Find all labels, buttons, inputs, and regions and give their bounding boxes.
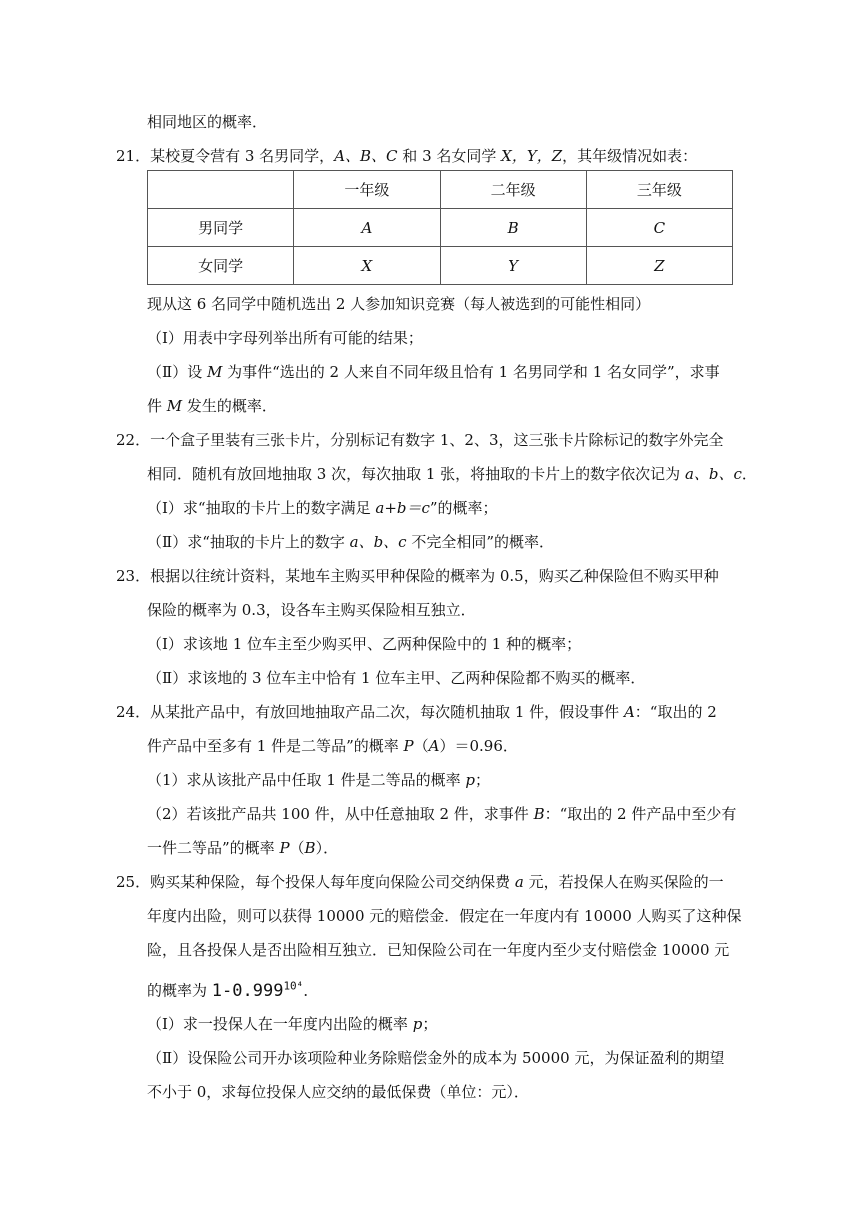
question-24-line2: 件产品中至多有 1 件是二等品”的概率 P（A）＝0.96． bbox=[147, 737, 518, 755]
table-header-row bbox=[148, 171, 733, 209]
table-cell: A bbox=[294, 209, 440, 247]
question-23-part1: （Ⅰ）求该地 1 位车主至少购买甲、乙两种保险中的 1 种的概率； bbox=[147, 635, 582, 653]
question-21-part1: （Ⅰ）用表中字母列举出所有可能的结果； bbox=[147, 329, 423, 347]
question-23-part2: （Ⅱ）求该地的 3 位车主中恰有 1 位车主甲、乙两种保险都不购买的概率． bbox=[147, 669, 646, 687]
question-23-line2: 保险的概率为 0.3，设各车主购买保险相互独立． bbox=[147, 601, 476, 619]
table-cell: Z bbox=[586, 247, 732, 285]
probability-formula: $1-0.999^{10^4}$ bbox=[211, 979, 304, 1001]
question-22-part1: （Ⅰ）求“抽取的卡片上的数字满足 a+b＝c”的概率； bbox=[147, 499, 498, 517]
question-21-part2-line1: （Ⅱ）设 M 为事件“选出的 2 人来自不同年级且恰有 1 名男同学和 1 名女同学”，求事 bbox=[147, 363, 720, 381]
table-cell: X bbox=[294, 247, 440, 285]
question-25-line3: 险，且各投保人是否出险相互独立．已知保险公司在一年度内至少支付赔偿金 10000 元 bbox=[147, 941, 730, 959]
question-21-line2: 现从这 6 名同学中随机选出 2 人参加知识竞赛（每人被选到的可能性相同） bbox=[147, 295, 651, 313]
table-header-cell: 一年级 bbox=[294, 171, 440, 209]
question-25-line2: 年度内出险，则可以获得 10000 元的赔偿金．假定在一年度内有 10000 人购买了这种保 bbox=[147, 907, 742, 925]
table-cell: 女同学 bbox=[148, 247, 294, 285]
question-23-line1: 23．根据以往统计资料，某地车主购买甲种保险的概率为 0.5，购买乙种保险但不购买甲种 bbox=[116, 567, 719, 585]
question-22-part2: （Ⅱ）求“抽取的卡片上的数字 a、b、c 不完全相同”的概率． bbox=[147, 533, 555, 551]
table-row bbox=[148, 209, 733, 247]
intro-tail: 相同地区的概率． bbox=[147, 113, 268, 131]
question-25-part2-line2: 不小于 0，求每位投保人应交纳的最低保费（单位：元）． bbox=[147, 1083, 529, 1101]
question-25-line1: 25．购买某种保险，每个投保人每年度向保险公司交纳保费 a 元，若投保人在购买保险的一 bbox=[116, 873, 724, 891]
question-22-line2: 相同．随机有放回地抽取 3 次，每次抽取 1 张，将抽取的卡片上的数字依次记为 a、b、c． bbox=[147, 465, 757, 483]
question-22-line1: 22．一个盒子里装有三张卡片，分别标记有数字 1、2、3，这三张卡片除标记的数字外完全 bbox=[116, 431, 724, 449]
question-21-part2-line2: 件 M 发生的概率． bbox=[147, 397, 277, 415]
table-header-cell: 三年级 bbox=[586, 171, 732, 209]
question-24-part2-line1: （2）若该批产品共 100 件，从中任意抽取 2 件，求事件 B：“取出的 2 件产品中至少有 bbox=[147, 805, 737, 823]
grade-table bbox=[147, 170, 733, 285]
table-header-cell bbox=[148, 171, 294, 209]
question-21-stem: 21．某校夏令营有 3 名男同学，A、B、C 和 3 名女同学 X，Y，Z，其年级情况如表： bbox=[116, 147, 698, 165]
table-row bbox=[148, 247, 733, 285]
question-25-line4: 的概率为 $1-0.999^{10^4}$． bbox=[147, 979, 319, 1001]
table-cell: B bbox=[440, 209, 586, 247]
table-cell: 男同学 bbox=[148, 209, 294, 247]
table-header-cell: 二年级 bbox=[440, 171, 586, 209]
question-24-part1: （1）求从该批产品中任取 1 件是二等品的概率 p； bbox=[147, 771, 491, 789]
table-cell: C bbox=[586, 209, 732, 247]
question-25-part2-line1: （Ⅱ）设保险公司开办该项险种业务除赔偿金外的成本为 50000 元，为保证盈利的期望 bbox=[147, 1049, 725, 1067]
question-24-part2-line2: 一件二等品”的概率 P（B）． bbox=[147, 839, 339, 857]
table-cell: Y bbox=[440, 247, 586, 285]
question-24-line1: 24．从某批产品中，有放回地抽取产品二次，每次随机抽取 1 件，假设事件 A：“取出的 2 bbox=[116, 703, 717, 721]
question-25-part1: （Ⅰ）求一投保人在一年度内出险的概率 p； bbox=[147, 1015, 438, 1033]
